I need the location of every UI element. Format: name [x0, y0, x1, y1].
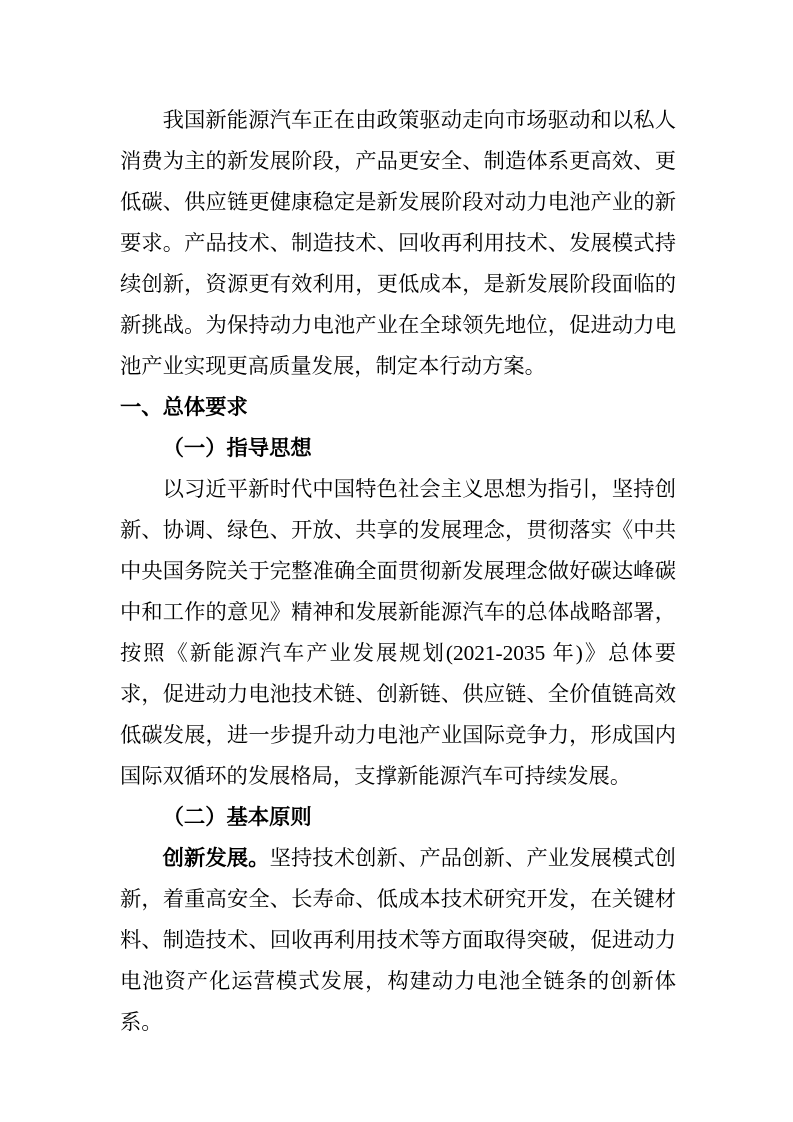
paragraph-innovative-development-body: 坚持技术创新、产品创新、产业发展模式创新，着重高安全、长寿命、低成本技术研究开发，在关键材料、制造技术、回收再利用技术等方面取得突破，促进动力电池资产化运营模式发展，构建动力电池全链条的创新体系。: [120, 846, 676, 1034]
document-content: [120, 100, 676, 1043]
paragraph-intro: 我国新能源汽车正在由政策驱动走向市场驱动和以私人消费为主的新发展阶段，产品更安全、制造体系更高效、更低碳、供应链更健康稳定是新发展阶段对动力电池产业的新要求。产品技术、制造技术、回收再利用技术、发展模式持续创新，资源更有效利用，更低成本，是新发展阶段面临的新挑战。为保持动力电池产业在全球领先地位，促进动力电池产业实现更高质量发展，制定本行动方案。: [120, 108, 676, 378]
subsection-heading-guiding-ideology: （一）指导思想: [162, 436, 312, 460]
subsection-heading-basic-principles: （二）基本原则: [162, 805, 312, 829]
paragraph-lead-bold: 创新发展。: [162, 846, 270, 870]
paragraph-innovative-development: [120, 838, 676, 1043]
section-heading-overall-requirements: 一、总体要求: [120, 395, 248, 419]
paragraph-guiding-ideology: 以习近平新时代中国特色社会主义思想为指引，坚持创新、协调、绿色、开放、共享的发展理念，贯彻落实《中共中央国务院关于完整准确全面贯彻新发展理念做好碳达峰碳中和工作的意见》精神和发展新能源汽车的总体战略部署，按照《新能源汽车产业发展规划(2021-2035 年)》总体要求，促进动力电池技术链、创新链、供应链、全价值链高效低碳发展，进一步提升动力电池产业国际竞争力，形成国内国际双循环的发展格局，支撑新能源汽车可持续发展。: [120, 477, 676, 788]
